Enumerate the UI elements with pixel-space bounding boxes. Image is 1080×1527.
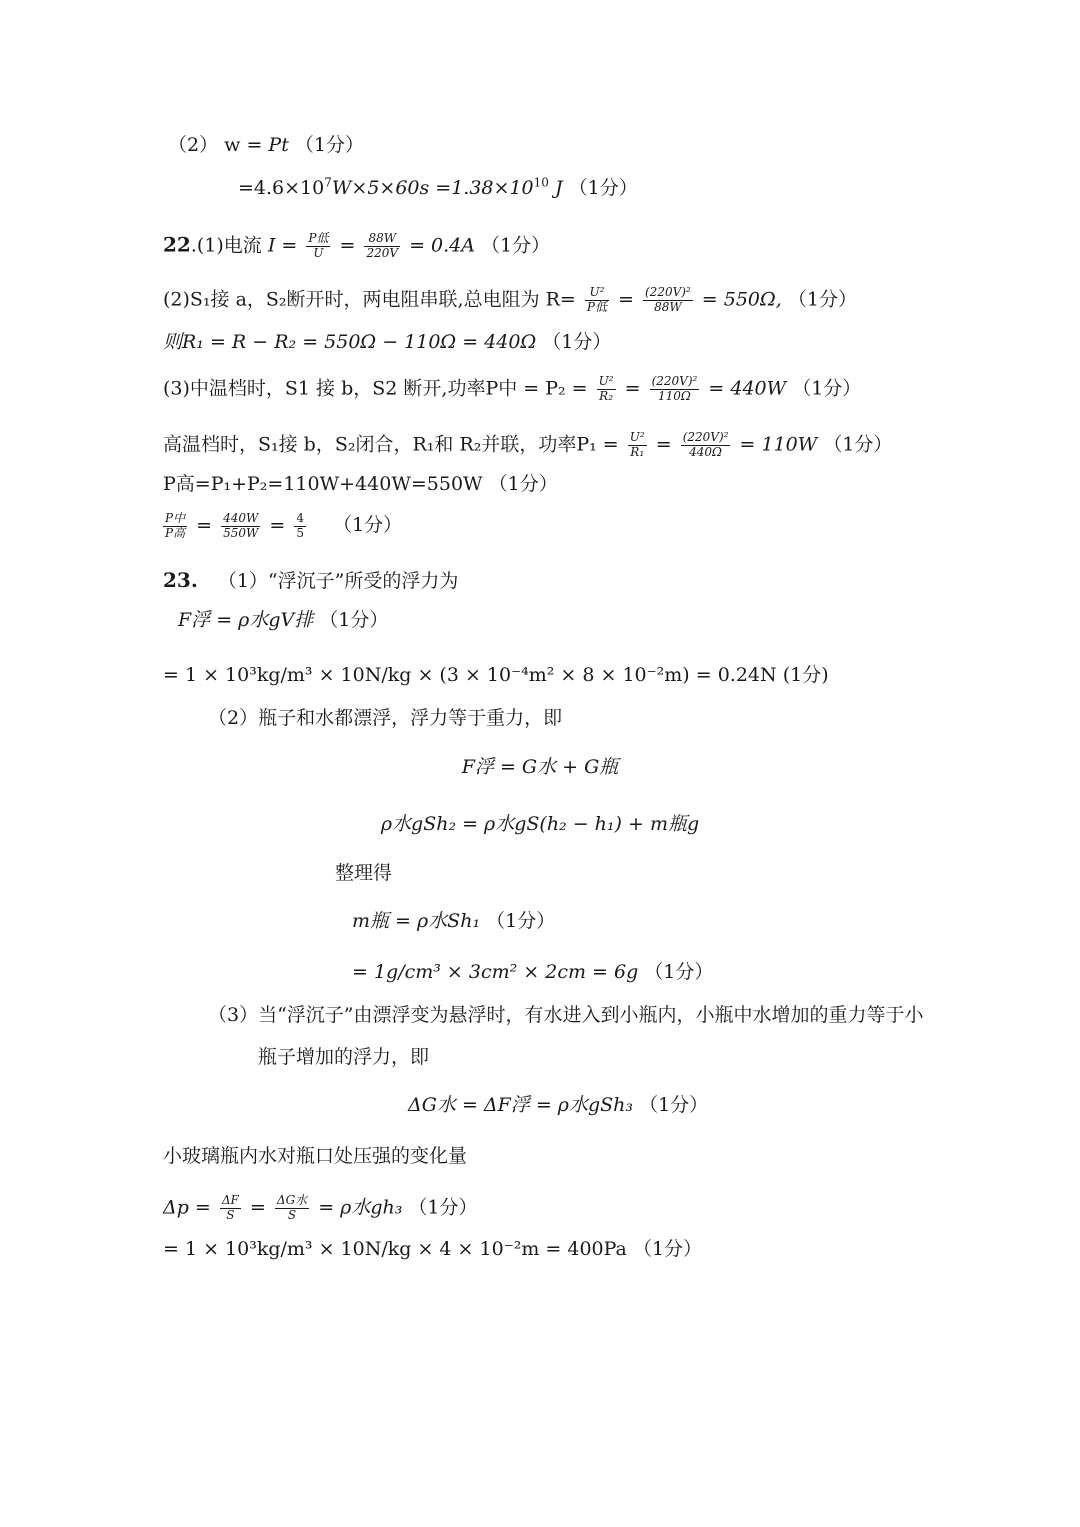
q22-p4-den: R₂	[599, 388, 614, 403]
q22-p7-den2: 550W	[223, 525, 259, 540]
q22-p4-frac1	[597, 375, 616, 404]
q23-line12	[408, 1096, 708, 1115]
q22-p5-num: U²	[629, 430, 645, 444]
q22-line2	[163, 286, 857, 315]
q22-p1-eq: =	[339, 234, 356, 257]
q22-p5-score: （1分）	[823, 433, 893, 456]
q22-line4	[163, 375, 861, 404]
q22-p7-num: P中	[165, 511, 186, 525]
q22-p4-score: （1分）	[792, 377, 862, 400]
q23-p8-formula: m瓶 = ρ水Sh₁	[352, 910, 481, 932]
part2-score: （1分）	[294, 134, 364, 156]
q22-p5-text: 高温档时，S₁接 b，S₂闭合，R₁和 R₂并联，功率P₁ =	[163, 433, 619, 456]
part2-formula-start: w =	[224, 134, 269, 156]
q22-line5	[163, 431, 892, 460]
q22-p1-num2: 88W	[364, 232, 400, 247]
part2-calc-mid: W×5×60s =1.38×10	[331, 177, 534, 199]
q22-p7-score: （1分）	[333, 514, 403, 537]
q22-p2-eq: =	[618, 288, 634, 311]
q23-line11	[258, 1048, 429, 1067]
q22-p7-num2: 440W	[223, 511, 259, 525]
part2-calc-prefix: =4.6×10	[238, 177, 325, 199]
q22-p7-eq: =	[196, 514, 213, 537]
q23-p14-frac1	[220, 1194, 241, 1223]
q23-p3-score: (1分)	[782, 664, 829, 686]
q22-p1-den: U	[313, 245, 324, 260]
q23-p4-text: （2）瓶子和水都漂浮，浮力等于重力，即	[208, 707, 563, 729]
q22-p4-result: = 440W	[708, 377, 787, 400]
q22-p2-den2: 88W	[654, 299, 682, 314]
q23-p2-score: （1分）	[319, 609, 389, 631]
q22-p1-frac2	[364, 232, 400, 261]
q23-p13-text: 小玻璃瓶内水对瓶口处压强的变化量	[163, 1145, 468, 1167]
q23-line3	[163, 666, 829, 685]
q22-line7	[160, 512, 402, 541]
q22-p1-result: = 0.4A	[409, 234, 475, 257]
q22-p1-i: I =	[267, 234, 298, 257]
q23-p14-score: （1分）	[408, 1196, 478, 1219]
q22-p2-frac2	[643, 286, 693, 315]
q23-p15-score: （1分）	[632, 1238, 703, 1260]
q22-p5-result: = 110W	[739, 433, 818, 456]
part2-label: （2）	[168, 134, 219, 156]
q23-p14-num: ΔF	[221, 1193, 239, 1207]
q23-line9	[352, 963, 713, 982]
q23-line15	[163, 1240, 702, 1259]
q22-p7-den: P高	[165, 525, 186, 540]
q22-p7-num3: 4	[296, 511, 304, 525]
q22-p7-frac3	[294, 512, 306, 541]
q22-p4-den2: 110Ω	[658, 388, 691, 403]
q23-p3-text: = 1 × 10³kg/m³ × 10N/kg × (3 × 10⁻⁴m² × 8 × 10⁻²m) = 0.24N	[163, 664, 777, 686]
q22-p4-num2: (220V)²	[651, 374, 698, 388]
q22-p5-frac2	[681, 431, 731, 460]
q22-p1-frac1	[306, 232, 330, 261]
q23-line14	[163, 1194, 478, 1223]
q23-p12-formula: ΔG水 = ΔF浮 = ρ水gSh₃	[408, 1094, 634, 1116]
q23-p2-formula: F浮 = ρ水gV排	[178, 609, 314, 631]
q22-p2-frac1	[585, 286, 609, 315]
q22-p4-eq: =	[624, 377, 641, 400]
q22-p4-text: (3)中温档时，S1 接 b，S2 断开,功率P中 = P₂ =	[163, 377, 588, 400]
q22-p5-den: R₁	[630, 444, 645, 459]
q22-p1-score: （1分）	[481, 234, 551, 257]
q22-p2-result: = 550Ω,	[701, 288, 782, 311]
q22-p7-den3: 5	[296, 525, 304, 540]
q22-p5-num2: (220V)²	[682, 430, 729, 444]
part2-line2	[238, 175, 638, 199]
part2-line1	[168, 136, 364, 155]
q22-p2-num: U²	[585, 286, 609, 301]
part2-calc-unit: J	[554, 177, 563, 199]
q23-p14-num2: ΔG水	[276, 1193, 308, 1207]
q23-p15-text: = 1 × 10³kg/m³ × 10N/kg × 4 × 10⁻²m = 400Pa	[163, 1238, 627, 1260]
q23-p1-text: （1）“浮沉子”所受的浮力为	[217, 570, 459, 592]
q23-p14-start: Δp =	[163, 1196, 211, 1219]
part2-calc-exp2: 10	[533, 175, 549, 190]
q22-line3	[163, 333, 611, 352]
q23-line8	[352, 912, 555, 931]
q23-line2	[178, 611, 388, 630]
q22-p4-frac2	[650, 375, 700, 404]
q23-number: 23.	[163, 568, 198, 592]
q23-p14-den2: S	[287, 1207, 297, 1222]
q23-p5-formula: F浮 = G水 + G瓶	[461, 756, 619, 778]
q22-p2-score: （1分）	[787, 288, 857, 311]
q23-line7	[335, 864, 392, 883]
q22-p1-label: .(1)电流	[190, 234, 262, 257]
part2-calc-exp1: 7	[324, 175, 332, 190]
q23-line4	[208, 709, 562, 728]
q22-p2-num2: (220V)²	[645, 285, 691, 299]
q23-p6-formula: ρ水gSh₂ = ρ水gS(h₂ − h₁) + m瓶g	[380, 813, 700, 835]
q23-line1	[163, 570, 458, 591]
q23-p9-formula: = 1g/cm³ × 3cm² × 2cm = 6g	[352, 961, 639, 983]
q23-line5	[0, 758, 1080, 777]
q23-p8-score: （1分）	[486, 910, 556, 932]
q22-p3-text: 则R₁ = R − R₂ = 550Ω − 110Ω = 440Ω	[163, 331, 537, 353]
q23-line6	[0, 815, 1080, 834]
q23-line10	[208, 1006, 924, 1025]
q22-p5-eq: =	[655, 433, 672, 456]
q23-p14-eq: =	[249, 1196, 266, 1219]
q23-p7-text: 整理得	[335, 862, 393, 884]
q22-p7-eq2: =	[269, 514, 286, 537]
q22-p7-frac1	[163, 512, 187, 541]
q23-p14-frac2	[275, 1194, 309, 1223]
q23-p14-den: S	[226, 1207, 235, 1222]
q22-p6-text: P高=P₁+P₂=110W+440W=550W	[163, 473, 483, 495]
q22-p5-den2: 440Ω	[689, 444, 723, 459]
q22-p7-frac2	[221, 512, 260, 541]
q23-p12-score: （1分）	[639, 1094, 709, 1116]
q22-p4-num: U²	[598, 374, 614, 388]
q23-p14-result: = ρ水gh₃	[318, 1196, 403, 1219]
q22-line6	[163, 475, 558, 494]
q23-p10-text: （3）当“浮沉子”由漂浮变为悬浮时，有水进入到小瓶内，小瓶中水增加的重力等于小	[208, 1004, 924, 1026]
part2-calc-score: （1分）	[568, 177, 638, 199]
q22-p3-score: （1分）	[542, 331, 612, 353]
part2-formula-pt: Pt	[268, 134, 289, 156]
q22-number: 22	[163, 232, 191, 257]
q22-p2-den: P低	[586, 299, 607, 314]
q22-p1-num: P低	[308, 231, 329, 245]
q22-p2-text: (2)S₁接 a，S₂断开时，两电阻串联,总电阻为 R=	[163, 288, 576, 311]
q23-line13	[163, 1147, 467, 1166]
q23-p11-text: 瓶子增加的浮力，即	[258, 1046, 430, 1068]
q22-p5-frac1	[628, 431, 647, 460]
q22-line1	[163, 232, 550, 261]
q22-p1-den2: 220V	[366, 245, 399, 260]
q23-p9-score: （1分）	[644, 961, 714, 983]
q22-p6-score: （1分）	[488, 473, 558, 495]
